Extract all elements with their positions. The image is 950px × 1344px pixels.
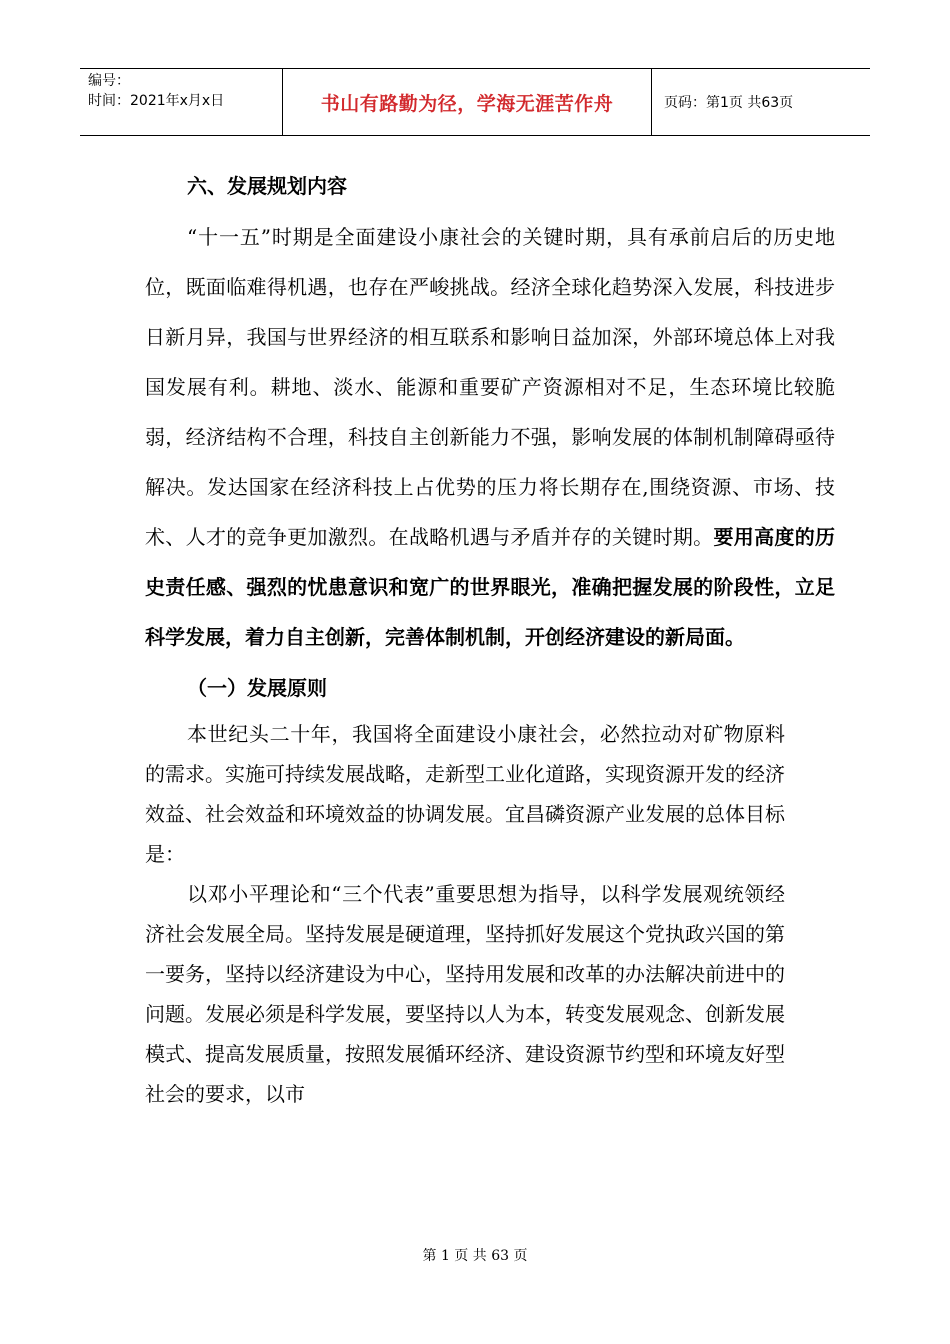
section-title: 六、发展规划内容 bbox=[187, 174, 347, 198]
paragraph-guiding-thought: 以邓小平理论和“三个代表”重要思想为指导，以科学发展观统领经济社会发展全局。坚持发展是硬道理，坚持抓好发展这个党执政兴国的第一要务，坚持以经济建设为中心，坚持用发展和改革的办法解决前进中的问题。发展必须是科学发展，要坚持以人为本，转变发展观念、创新发展模式、提高发展质量，按照发展循环经济、建设资源节约型和环境友好型社会的要求，以市 bbox=[145, 882, 785, 1106]
header-meta-cell bbox=[80, 69, 283, 135]
page-footer: 第 1 页 共 63 页 bbox=[422, 1248, 528, 1264]
document-time-label: 时间：2021年x月x日 bbox=[88, 93, 225, 109]
header-table bbox=[80, 68, 870, 136]
paragraph-outlook bbox=[145, 212, 835, 662]
paragraph-outlook-emphasis: 要用高度的历史责任感、强烈的忧患意识和宽广的世界眼光，准确把握发展的阶段性，立足科学发展，着力自主创新，完善体制机制，开创经济建设的新局面。 bbox=[145, 525, 835, 649]
document-body bbox=[145, 160, 835, 1114]
paragraph-principles-intro: 本世纪头二十年，我国将全面建设小康社会，必然拉动对矿物原料的需求。实施可持续发展战略，走新型工业化道路，实现资源开发的经济效益、社会效益和环境效益的协调发展。宜昌磷资源产业发展的总体目标是： bbox=[145, 722, 785, 866]
paragraph-outlook-text: “十一五”时期是全面建设小康社会的关键时期，具有承前启后的历史地位，既面临难得机遇，也存在严峻挑战。经济全球化趋势深入发展，科技进步日新月异，我国与世界经济的相互联系和影响日益加深，外部环境总体上对我国发展有利。耕地、淡水、能源和重要矿产资源相对不足，生态环境比较脆弱，经济结构不合理，科技自主创新能力不强，影响发展的体制机制障碍亟待解决。发达国家在经济科技上占优势的压力将长期存在,围绕资源、市场、技术、人才的竞争更加激烈。在战略机遇与矛盾并存的关键时期。 bbox=[145, 225, 835, 549]
document-number-label: 编号： bbox=[88, 73, 130, 89]
subsection-title: （一）发展原则 bbox=[187, 676, 327, 700]
header-motto: 书山有路勤为径，学海无涯苦作舟 bbox=[283, 69, 652, 135]
header-page-label: 页码：第1页 共63页 bbox=[664, 95, 794, 111]
